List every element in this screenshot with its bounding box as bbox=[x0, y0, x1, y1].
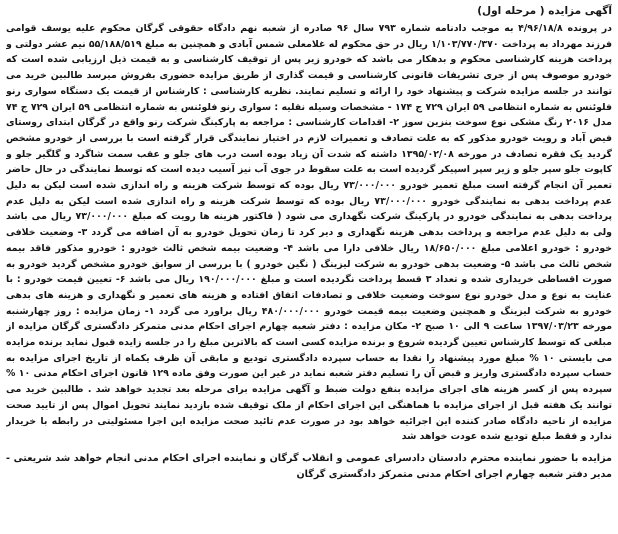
notice-title: آگهی مزایده ( مرحله اول) bbox=[477, 5, 612, 17]
notice-body: در پرونده ۴/۹۶/۱۸/۸ به موجب دادنامه شماره ۷۹۳ سال ۹۶ صادره از شعبه نهم دادگاه حقوقی گرگان محکوم علیه یوسف قوامی فرزند مهرداد به پرداخت ۱/۱۰۳/۷۷۰/۳۷۰ ریال در حق محکوم له غلامعلی شمس آبادی و همچنین به مبلغ ۵۵/۱۸۸/۵۱۹ نیم عشر دولتی و پرداخت هزینه کارشناسی محکوم و بدهکار می باشد که خودرو زیر پس از توقیف کارشناسی و به قیمت ذیل ارزیابی شده است که خودرو موصوف پس از جری تشریفات قانونی کارشناسی و قیمت گذاری از طریق مزایده حضوری بفروش میرسد طالبین خرید می توانند در جلسه مزایده شرکت و پیشنهاد خود را ارائه و تسلیم نمایند. نظریه کارشناسی : کارشناس از قیمت یک دستگاه سواری رنو فلوئنس به شماره انتظامی ۵۹ ایران ۷۲۹ ج ۱۷۴ - مشخصات وسیله نقلیه : سواری رنو فلوئنس به شماره انتظامی ۵۹ ایران ۷۲۹ ج ۷۴ مدل ۲۰۱۶ رنگ مشکی نوع سوخت بنزین سوز ۲- اقدامات کارشناسی : مراجعه به پارکینگ شرکت رنو واقع در گرگان ابتدای روستای فیض آباد و رویت خودرو مذکور که به علت تصادف و تعمیرات لازم در اختیار نمایندگی قرار گرفته است با بررسی از خودرو مشخص گردید یک فقره تصادف در مورخه ۱۳۹۵/۰۲/۰۸ داشته که شدت آن زیاد بوده است درب های جلو و عقب سمت شاگرد و گلگیر جلو و کاپوت جلو سپر جلو و زیر سپر اسپیکر گردیده است به علت سقوط در جوی آب نیز آسیب دیده است که توسط نمایندگی در حال حاضر تعمیر آن انجام گرفته است مبلغ تعمیر خودرو ۷۳/۰۰۰/۰۰۰ ریال بوده که توسط شرکت هزینه و راه اندازی شده است لیکن به دلیل عدم پرداخت بدهی به نمایندگی خودرو ۷۳/۰۰۰/۰۰۰ ریال بوده که توسط شرکت هزینه و راه اندازی شده است لیکن به دلیل عدم پرداخت بدهی به نمایندگی خودرو در پارکینگ شرکت نگهداری می شود ( فاکتور هزینه ها رویت که مبلغ ۷۳/۰۰۰/۰۰۰ ریال می باشد ولی به دلیل عدم مراجعه و پرداخت بدهی هزینه نگهداری و دیر کرد تا زمان تحویل خودرو به آن اضافه می گردد ۳- وضعیت خلافی خودرو : خودرو اعلامی مبلغ ۱۸/۶۵۰/۰۰۰ ریال خلافی دارا می باشد ۴- وضعیت بیمه شخص ثالث خودرو : خودرو مذکور فاقد بیمه شخص ثالث می باشد ۵- وضعیت بدهی خودرو به شرکت لیزینگ ( نگین خودرو ) با بررسی از سوابق خودرو مشخص گردید خودرو به صورت اقساطی خریداری شده و تعداد ۳ قسط پرداخت نگردیده است و مبلغ ۱۹۰/۰۰۰/۰۰۰ ریال می باشد ۶- تعیین قیمت خودرو : با عنایت به نوع و مدل خودرو نوع سوخت وضعیت خلافی و تصادفات اتفاق افتاده و هزینه های تعمیر و نگهداری و هزینه های بدهی خودرو به شرکت لیزینگ و همچنین وضعیت بیمه قیمت خودرو ۴۸۰/۰۰۰/۰۰۰ ریال براورد می گردد ۱- زمان مزایده : روز چهارشنبه مورخه ۱۳۹۷/۰۳/۲۳ ساعت ۹ الی ۱۰ صبح ۲- مکان مزایده : دفتر شعبه چهارم اجرای احکام مدنی متمرکز دادگستری گرگان مزایده از مبلغی که توسط کارشناس تعیین گردیده شروع و برنده مزایده کسی است که بالاترین مبلغ را در جلسه زایده قبول نماید برنده مزایده می بایستی ۱۰ % مبلغ مورد پیشنهاد را نقدا به حساب سپرده دادگستری تودیع و مابقی آن ظرف یکماه از تاریخ اجرای مزایده به حساب سپرده دادگستری واریز و قبض آن را تسلیم دفتر شعبه نماید در غیر این صورت وفق ماده ۱۲۹ قانون اجرای احکام مدنی ۱۰ % سپرده پس از کسر هزینه های اجرای مزایده بنفع دولت ضبط و آگهی مزایده برای مرحله بعد تجدید خواهد شد . طالبین خرید می توانند یک هفته قبل از اجرای مزایده با هماهنگی این اجرای احکام از ملک توقیف شده بازدید نمایند تحویل اموال پس از تایید صحت مزایده از ناحیه دادگاه صادر کننده این اجرائیه خواهد بود در صورت عدم تائید صحت مزایده این اجرا مسئولیتی در رابطه با خریدار ندارد و فقط مبلغ تودیع شده عودت خواهد شد bbox=[6, 23, 612, 443]
notice-footer: مزایده با حضور نماینده محترم دادستان دادسرای عمومی و انقلاب گرگان و نماینده اجرای احکام مدنی انجام خواهد شد شریعتی - مدیر دفتر شعبه چهارم اجرای احکام مدنی متمرکز دادگستری گرگان bbox=[6, 452, 612, 480]
auction-notice bbox=[6, 4, 612, 530]
